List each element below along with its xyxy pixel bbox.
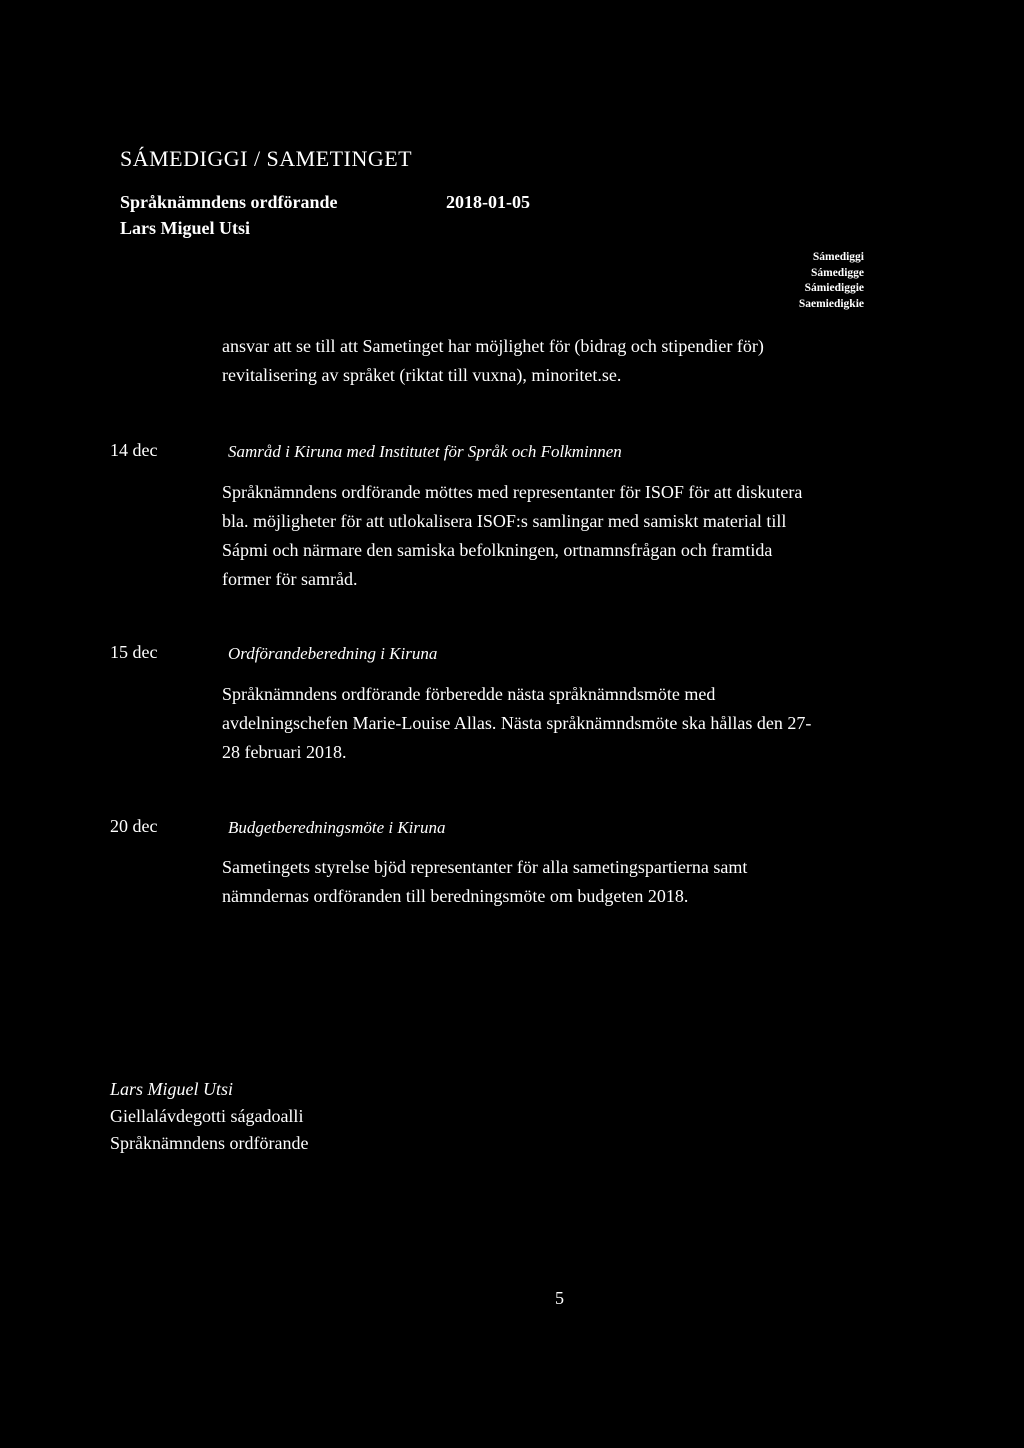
entry-body xyxy=(222,478,902,594)
entry-title: Ordförandeberedning i Kiruna xyxy=(228,644,438,663)
language-name: Sámediggi xyxy=(812,251,864,263)
paragraph-line: nämndernas ordföranden till beredningsmöte om budgeten 2018. xyxy=(222,886,689,906)
role-title: Språknämndens ordförande xyxy=(120,192,338,212)
signature-title-swedish: Språknämndens ordförande xyxy=(110,1133,309,1153)
signature-block xyxy=(110,1076,308,1157)
entry-date: 14 dec xyxy=(110,440,158,460)
document-date: 2018-01-05 xyxy=(446,192,530,212)
author-name: Lars Miguel Utsi xyxy=(120,218,250,238)
paragraph-line: avdelningschefen Marie-Louise Allas. Nästa språknämndsmöte ska hållas den 27- xyxy=(222,713,812,733)
paragraph-line: Språknämndens ordförande möttes med representanter för ISOF för att diskutera xyxy=(222,482,803,502)
intro-paragraph xyxy=(222,332,902,390)
paragraph-line: revitalisering av språket (riktat till vuxna), minoritet.se. xyxy=(222,365,622,385)
paragraph-line: Sametingets styrelse bjöd representanter för alla sametingspartierna samt xyxy=(222,857,748,877)
entry-title: Budgetberedningsmöte i Kiruna xyxy=(228,818,446,837)
paragraph-line: Språknämndens ordförande förberedde nästa språknämndsmöte med xyxy=(222,684,716,704)
entry-body xyxy=(222,680,902,767)
entry-date: 15 dec xyxy=(110,642,158,662)
signature-title-sami: Giellalávdegotti ságadoalli xyxy=(110,1106,304,1126)
paragraph-line: former för samråd. xyxy=(222,569,358,589)
entry-body xyxy=(222,853,902,911)
paragraph-line: Sápmi och närmare den samiska befolkningen, ortnamnsfrågan och framtida xyxy=(222,540,773,560)
language-names-block xyxy=(799,250,864,312)
language-name: Saemiedigkie xyxy=(798,297,864,310)
entry-title: Samråd i Kiruna med Institutet för Språk och Folkminnen xyxy=(228,442,622,461)
paragraph-line: 28 februari 2018. xyxy=(222,742,347,762)
language-name: Sámedigge xyxy=(810,266,864,279)
paragraph-line: ansvar att se till att Sametinget har möjlighet för (bidrag och stipendier för) xyxy=(222,336,764,356)
language-name: Sámiediggie xyxy=(804,282,864,294)
signature-name: Lars Miguel Utsi xyxy=(110,1079,234,1099)
organization-title: SÁMEDIGGI / SAMETINGET xyxy=(120,146,413,171)
page-number: 5 xyxy=(555,1288,564,1308)
entry-date: 20 dec xyxy=(110,816,158,836)
paragraph-line: bla. möjligheter för att utlokalisera ISOF:s samlingar med samiskt material till xyxy=(222,511,787,531)
